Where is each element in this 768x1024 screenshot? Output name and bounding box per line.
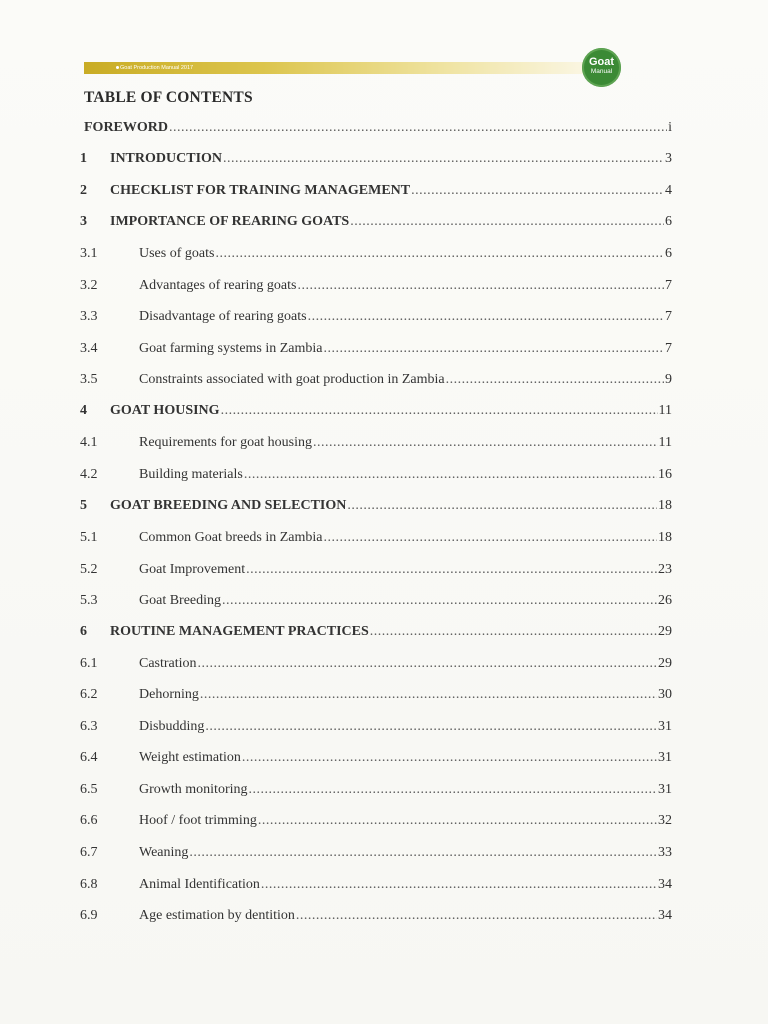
toc-entry-title: IMPORTANCE OF REARING GOATS <box>110 214 350 229</box>
toc-entry-title: Age estimation by dentition <box>139 908 295 923</box>
toc-entry-title: ROUTINE MANAGEMENT PRACTICES <box>110 624 369 639</box>
toc-entry[interactable] <box>80 151 672 171</box>
toc-entry-number: 6.7 <box>80 845 98 860</box>
toc-entry-number: 6.9 <box>80 908 98 923</box>
goat-manual-logo <box>582 48 621 87</box>
toc-entry-title: Advantages of rearing goats <box>139 278 297 293</box>
toc-entry-title: Requirements for goat housing <box>139 435 313 450</box>
toc-entry-number: 5.3 <box>80 593 98 608</box>
toc-leader-dots <box>261 877 657 893</box>
toc-leader-dots <box>347 498 657 514</box>
toc-leader-dots <box>246 562 657 578</box>
toc-entry-title: Goat Improvement <box>139 562 246 577</box>
toc-entry-number: 6.3 <box>80 719 98 734</box>
toc-entry[interactable] <box>80 687 672 707</box>
toc-entry-number: 3.1 <box>80 246 98 261</box>
toc-entry-title: INTRODUCTION <box>110 151 223 166</box>
toc-leader-dots <box>198 656 657 672</box>
toc-entry-title: FOREWORD <box>84 120 168 135</box>
toc-leader-dots <box>297 278 664 294</box>
toc-entry-page: 11 <box>658 435 672 450</box>
toc-entry-page: 4 <box>665 183 672 198</box>
toc-entry-page: 23 <box>658 562 672 577</box>
toc-leader-dots <box>244 467 657 483</box>
toc-leader-dots <box>200 687 657 703</box>
toc-entry-number: 6.2 <box>80 687 98 702</box>
toc-entry[interactable] <box>80 341 672 361</box>
toc-entry-title: Goat Breeding <box>139 593 222 608</box>
toc-entry-page: 11 <box>658 403 672 418</box>
toc-entry-number: 6.1 <box>80 656 98 671</box>
toc-entry-page: 29 <box>658 656 672 671</box>
toc-entry-title: GOAT HOUSING <box>110 403 220 418</box>
toc-entry-title: Disadvantage of rearing goats <box>139 309 307 324</box>
toc-entry-title: Animal Identification <box>139 877 260 892</box>
toc-entry-number: 4 <box>80 403 87 418</box>
toc-entry[interactable] <box>80 750 672 770</box>
toc-leader-dots <box>223 151 664 167</box>
toc-leader-dots <box>296 908 657 924</box>
toc-entry-page: 31 <box>658 719 672 734</box>
toc-entry-number: 5 <box>80 498 87 513</box>
toc-entry-number: 3.2 <box>80 278 98 293</box>
toc-entry-title: Goat farming systems in Zambia <box>139 341 323 356</box>
toc-entry-title: Building materials <box>139 467 243 482</box>
toc-entry-page: 7 <box>665 341 672 356</box>
toc-entry-page: 26 <box>658 593 672 608</box>
toc-entry-title: Disbudding <box>139 719 205 734</box>
toc-entry[interactable] <box>80 782 672 802</box>
toc-entry[interactable] <box>80 624 672 644</box>
toc-entry-number: 1 <box>80 151 87 166</box>
toc-entry[interactable] <box>80 530 672 550</box>
toc-entry-number: 5.2 <box>80 562 98 577</box>
toc-entry-number: 3.3 <box>80 309 98 324</box>
toc-entry-title: Weight estimation <box>139 750 241 765</box>
toc-leader-dots <box>324 341 664 357</box>
toc-entry-title: Constraints associated with goat production in Zambia <box>139 372 445 387</box>
logo-sub-text: Manual <box>590 68 613 75</box>
toc-entry-title: Dehorning <box>139 687 199 702</box>
toc-entry[interactable] <box>80 593 672 613</box>
toc-entry[interactable] <box>80 435 672 455</box>
toc-entry-title: Growth monitoring <box>139 782 248 797</box>
toc-entry[interactable] <box>80 813 672 833</box>
toc-entry[interactable] <box>80 246 672 266</box>
toc-entry[interactable] <box>80 908 672 928</box>
toc-entry-page: 30 <box>658 687 672 702</box>
toc-entry-page: 3 <box>665 151 672 166</box>
toc-entry-title: Common Goat breeds in Zambia <box>139 530 323 545</box>
toc-entry[interactable] <box>80 467 672 487</box>
toc-leader-dots <box>222 593 657 609</box>
toc-entry[interactable] <box>80 845 672 865</box>
toc-entry-title: CHECKLIST FOR TRAINING MANAGEMENT <box>110 183 411 198</box>
toc-leader-dots <box>249 782 658 798</box>
toc-entry[interactable] <box>80 877 672 897</box>
running-header-text: Goat Production Manual 2017 <box>120 65 194 71</box>
toc-entry[interactable] <box>80 656 672 676</box>
toc-entry-page: 16 <box>658 467 672 482</box>
toc-entry-page: 7 <box>665 309 672 324</box>
toc-leader-dots <box>215 246 664 262</box>
toc-entry-title: Weaning <box>139 845 189 860</box>
toc-leader-dots <box>205 719 657 735</box>
toc-entry[interactable] <box>80 214 672 234</box>
toc-entry[interactable] <box>80 372 672 392</box>
logo-main-text: Goat <box>588 56 615 68</box>
toc-title: TABLE OF CONTENTS <box>84 89 253 106</box>
toc-entry-number: 6.5 <box>80 782 98 797</box>
toc-entry-page: 34 <box>658 908 672 923</box>
toc-entry-page: 6 <box>665 246 672 261</box>
toc-entry-number: 2 <box>80 183 87 198</box>
toc-entry-page: 6 <box>665 214 672 229</box>
toc-entry-page: 33 <box>658 845 672 860</box>
toc-leader-dots <box>350 214 664 230</box>
toc-entry-number: 6.4 <box>80 750 98 765</box>
toc-entry-number: 6 <box>80 624 87 639</box>
toc-entry-page: 9 <box>665 372 672 387</box>
toc-entry-page: 7 <box>665 278 672 293</box>
toc-entry-page: 32 <box>658 813 672 828</box>
toc-entry[interactable] <box>80 562 672 582</box>
toc-entry-title: Hoof / foot trimming <box>139 813 257 828</box>
toc-entry-number: 4.1 <box>80 435 98 450</box>
toc-entry-number: 6.6 <box>80 813 98 828</box>
toc-entry-number: 3 <box>80 214 87 229</box>
toc-leader-dots <box>258 813 657 829</box>
toc-entry-page: 18 <box>658 498 672 513</box>
toc-entry-title: Uses of goats <box>139 246 215 261</box>
toc-entry-page: 34 <box>658 877 672 892</box>
toc-leader-dots <box>446 372 664 388</box>
toc-leader-dots <box>221 403 658 419</box>
toc-entry-page: 31 <box>658 750 672 765</box>
toc-entry[interactable] <box>80 278 672 298</box>
toc-entry-page: i <box>668 120 672 135</box>
toc-entry-title: GOAT BREEDING AND SELECTION <box>110 498 347 513</box>
toc-entry[interactable] <box>80 309 672 329</box>
toc-entry-number: 3.4 <box>80 341 98 356</box>
toc-entry-page: 18 <box>658 530 672 545</box>
toc-leader-dots <box>169 120 667 136</box>
toc-leader-dots <box>411 183 664 199</box>
toc-leader-dots <box>308 309 664 325</box>
toc-entry-number: 5.1 <box>80 530 98 545</box>
toc-entry-page: 29 <box>658 624 672 639</box>
toc-leader-dots <box>242 750 657 766</box>
toc-entry[interactable] <box>80 719 672 739</box>
toc-entry-title: Castration <box>139 656 197 671</box>
toc-entry[interactable] <box>80 403 672 423</box>
toc-entry-number: 3.5 <box>80 372 98 387</box>
toc-entry[interactable] <box>80 183 672 203</box>
toc-leader-dots <box>189 845 657 861</box>
header-bullet <box>116 66 119 69</box>
toc-leader-dots <box>313 435 657 451</box>
toc-entry[interactable] <box>80 498 672 518</box>
toc-entry-number: 6.8 <box>80 877 98 892</box>
toc-entry-number: 4.2 <box>80 467 98 482</box>
toc-entry[interactable] <box>80 120 672 140</box>
toc-leader-dots <box>324 530 657 546</box>
toc-leader-dots <box>370 624 657 640</box>
toc-entry-page: 31 <box>658 782 672 797</box>
